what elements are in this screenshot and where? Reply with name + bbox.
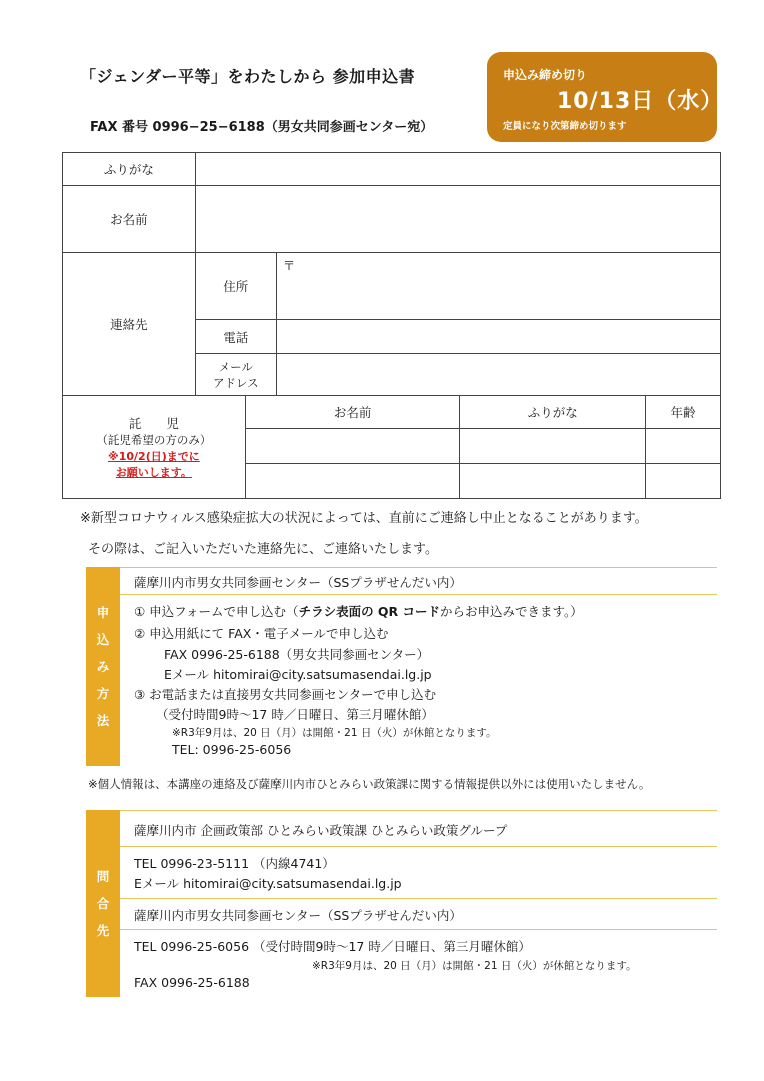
child-furigana-field[interactable]: [460, 464, 646, 499]
email-label: [195, 354, 276, 396]
inquiry-center-fax: FAX 0996-25-6188: [134, 975, 250, 990]
notice-line-2: その際は、ご記入いただいた連絡先に、ご連絡いたします。: [88, 542, 438, 557]
phone-field[interactable]: [276, 320, 720, 354]
postal-mark: 〒: [282, 258, 296, 273]
inquiry-side-char: 先: [96, 923, 110, 938]
deadline-note: 定員になり次第締め切ります: [503, 121, 627, 132]
child-age-field[interactable]: [646, 464, 721, 499]
deadline-date: 10/13日（水）: [557, 89, 724, 114]
child-furigana-header: ふりがな: [460, 396, 646, 429]
child-age-header: 年齢: [646, 396, 721, 429]
method-fax: FAX 0996-25-6188（男女共同参画センター）: [164, 647, 430, 662]
method-september-note: ※R3年9月は、20 日（月）は開館・21 日（火）が休館となります。: [172, 727, 497, 739]
inquiry-side-char: 問: [96, 869, 110, 884]
method-side-char: 方: [96, 686, 110, 701]
name-field[interactable]: [195, 186, 720, 253]
fax-number: FAX 番号 0996−25−6188（男女共同参画センター宛）: [90, 120, 434, 135]
inquiry-side-char: 合: [96, 896, 110, 911]
address-field[interactable]: [276, 253, 720, 320]
childcare-title: 託 児: [128, 416, 179, 431]
name-label: お名前: [63, 186, 196, 253]
inquiry-sidebar: [86, 810, 120, 997]
method-hours: （受付時間9時〜17 時／日曜日、第三月曜休館）: [156, 707, 434, 722]
method-side-char: み: [96, 659, 110, 674]
deadline-label: 申込み締め切り: [503, 68, 588, 82]
inquiry-dept-tel: TEL 0996-23-5111 （内線4741）: [134, 856, 335, 871]
divider: [120, 810, 717, 811]
childcare-note: （託児希望の方のみ）: [96, 433, 212, 447]
method-side-char: 込: [96, 632, 110, 647]
page-title: 「ジェンダー平等」をわたしから 参加申込書: [80, 67, 416, 86]
childcare-deadline-2: お願いします。: [115, 466, 192, 479]
method-item-3: ③ お電話または直接男女共同参画センターで申し込む: [134, 687, 437, 702]
email-label-line2: アドレス: [212, 375, 259, 390]
method-side-char: 申: [96, 605, 110, 620]
method-email[interactable]: Eメール hitomirai@city.satsumasendai.lg.jp: [164, 667, 432, 682]
method-item-1-post: からお申込みできます。）: [440, 604, 583, 619]
qr-code-ref: チラシ表面の QR コード: [298, 604, 441, 619]
email-label-line1: メール: [218, 359, 253, 374]
inquiry-center-tel: TEL 0996-25-6056 （受付時間9時〜17 時／日曜日、第三月曜休館）: [134, 939, 531, 954]
privacy-notice: ※個人情報は、本講座の連絡及び薩摩川内市ひとみらい政策課に関する情報提供以外には使用いたしません。: [88, 777, 651, 791]
inquiry-dept-email[interactable]: Eメール hitomirai@city.satsumasendai.lg.jp: [134, 876, 402, 891]
inquiry-center-note: ※R3年9月は、20 日（月）は開館・21 日（火）が休館となります。: [312, 960, 637, 972]
inquiry-center: 薩摩川内市男女共同参画センター（SSプラザせんだい内）: [134, 908, 462, 923]
method-side-char: 法: [96, 713, 110, 728]
phone-label: 電話: [195, 320, 276, 354]
childcare-deadline-1: ※10/2(日)までに: [108, 450, 200, 463]
deadline-box: [487, 52, 724, 142]
child-name-field[interactable]: [245, 429, 460, 464]
divider: [120, 594, 717, 595]
inquiry-department: 薩摩川内市 企画政策部 ひとみらい政策課 ひとみらい政策グループ: [134, 823, 508, 838]
notice-line-1: ※新型コロナウィルス感染症拡大の状況によっては、直前にご連絡し中止となることがあります。: [80, 511, 648, 526]
method-item-2: ② 申込用紙にて FAX・電子メールで申し込む: [134, 626, 389, 641]
method-sidebar: [86, 567, 120, 766]
method-item-1: [134, 602, 583, 620]
divider: [120, 929, 717, 930]
child-age-field[interactable]: [646, 429, 721, 464]
child-name-header: お名前: [245, 396, 460, 429]
email-field[interactable]: [276, 354, 720, 396]
application-form: [62, 152, 721, 499]
child-furigana-field[interactable]: [460, 429, 646, 464]
furigana-field[interactable]: [195, 153, 720, 186]
contact-label: 連絡先: [63, 253, 196, 396]
address-label: 住所: [195, 253, 276, 320]
divider: [120, 846, 717, 847]
divider: [120, 567, 717, 568]
method-tel: TEL: 0996-25-6056: [172, 742, 292, 757]
divider: [120, 898, 717, 899]
method-org: 薩摩川内市男女共同参画センター（SSプラザせんだい内）: [134, 575, 462, 590]
child-name-field[interactable]: [245, 464, 460, 499]
method-item-1-pre: ① 申込フォームで申し込む（: [134, 604, 299, 619]
furigana-label: ふりがな: [63, 153, 196, 186]
childcare-label: [63, 396, 246, 499]
